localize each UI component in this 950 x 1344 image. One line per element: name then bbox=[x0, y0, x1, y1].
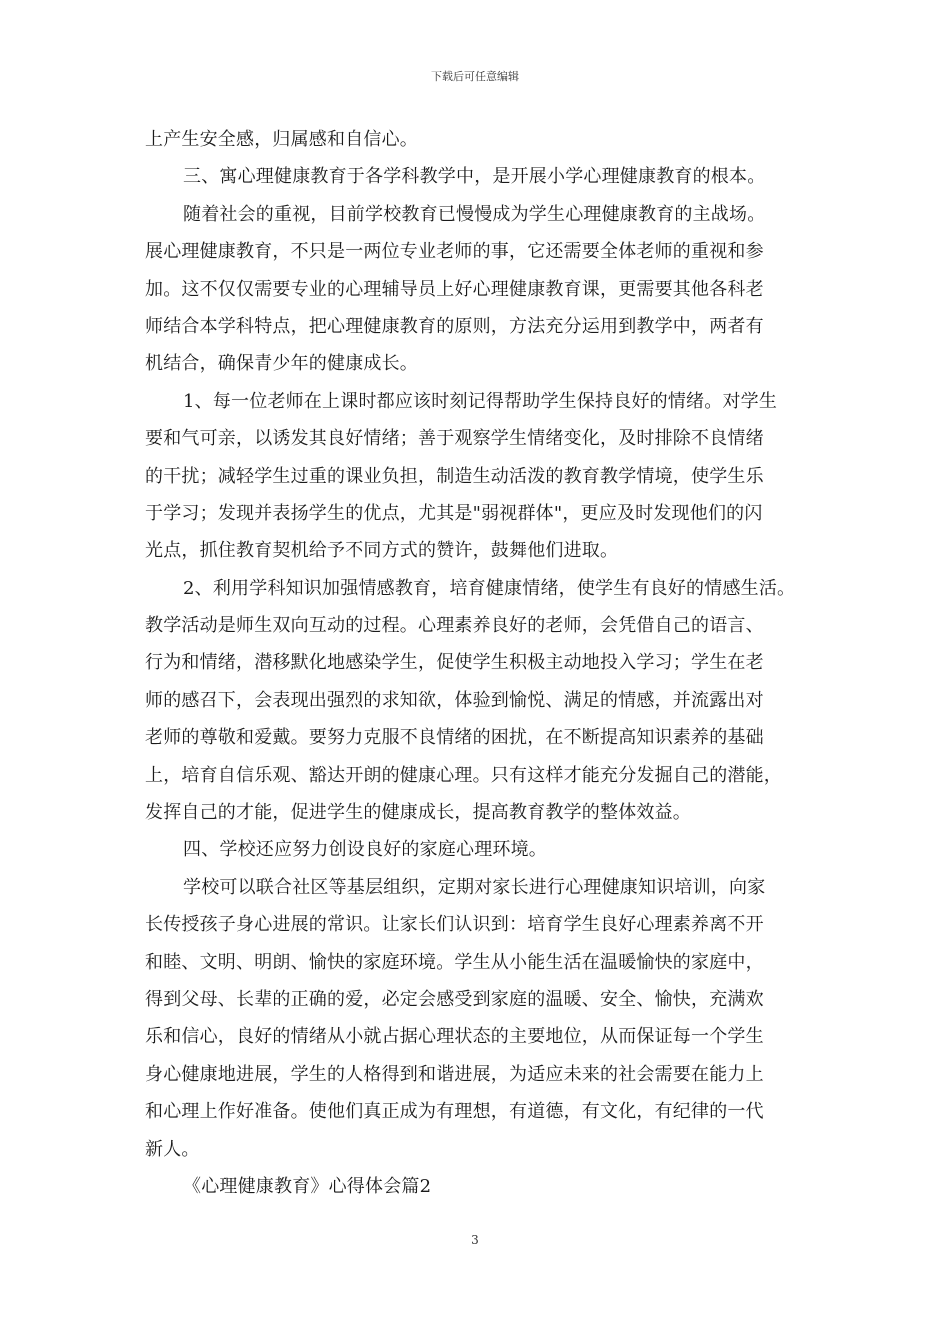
text-line: 师结合本学科特点，把心理健康教育的原则，方法充分运用到教学中，两者有 bbox=[145, 315, 764, 337]
text-line: 师的感召下，会表现出强烈的求知欲，体验到愉悦、满足的情感，并流露出对 bbox=[145, 689, 764, 711]
text-line: 四、学校还应努力创设良好的家庭心理环境。 bbox=[183, 839, 547, 861]
page-number: 3 bbox=[471, 1233, 479, 1247]
text-line: 光点，抓住教育契机给予不同方式的赞许，鼓舞他们进取。 bbox=[145, 540, 619, 562]
text-line: 乐和信心，良好的情绪从小就占据心理状态的主要地位，从而保证每一个学生 bbox=[145, 1026, 764, 1048]
text-line: 上，培育自信乐观、豁达开朗的健康心理。只有这样才能充分发掘自己的潜能， bbox=[145, 764, 782, 786]
text-line: 学校可以联合社区等基层组织，定期对家长进行心理健康知识培训，向家 bbox=[183, 876, 766, 898]
text-line: 长传授孩子身心进展的常识。让家长们认识到：培育学生良好心理素养离不开 bbox=[145, 914, 764, 936]
text-line: 和心理上作好准备。使他们真正成为有理想，有道德，有文化，有纪律的一代 bbox=[145, 1101, 764, 1123]
text-line: 于学习；发现并表扬学生的优点，尤其是"弱视群体"，更应及时发现他们的闪 bbox=[145, 502, 763, 524]
text-line: 教学活动是师生双向互动的过程。心理素养良好的老师，会凭借自己的语言、 bbox=[145, 615, 764, 637]
text-line: 老师的尊敬和爱戴。要努力克服不良情绪的困扰，在不断提高知识素养的基础 bbox=[145, 727, 764, 749]
text-line: 要和气可亲，以诱发其良好情绪；善于观察学生情绪变化，及时排除不良情绪 bbox=[145, 428, 764, 450]
document-body bbox=[145, 121, 810, 1205]
text-line: 得到父母、长辈的正确的爱，必定会感受到家庭的温暖、安全、愉快，充满欢 bbox=[145, 988, 764, 1010]
text-line: 行为和情绪，潜移默化地感染学生，促使学生积极主动地投入学习；学生在老 bbox=[145, 652, 764, 674]
text-line: 展心理健康教育，不只是一两位专业老师的事，它还需要全体老师的重视和参 bbox=[145, 241, 764, 263]
text-line: 加。这不仅仅需要专业的心理辅导员上好心理健康教育课，更需要其他各科老 bbox=[145, 278, 764, 300]
text-line: 和睦、文明、明朗、愉快的家庭环境。学生从小能生活在温暖愉快的家庭中， bbox=[145, 951, 764, 973]
text-line: 2、利用学科知识加强情感教育，培育健康情绪，使学生有良好的情感生活。 bbox=[183, 577, 796, 599]
text-line: 发挥自己的才能，促进学生的健康成长，提高教育教学的整体效益。 bbox=[145, 802, 691, 824]
text-line: 1、每一位老师在上课时都应该时刻记得帮助学生保持良好的情绪。对学生 bbox=[183, 390, 778, 412]
text-line: 三、寓心理健康教育于各学科教学中，是开展小学心理健康教育的根本。 bbox=[183, 166, 766, 188]
text-line: 随着社会的重视，目前学校教育已慢慢成为学生心理健康教育的主战场。 bbox=[183, 203, 766, 225]
text-line: 上产生安全感，归属感和自信心。 bbox=[145, 129, 418, 150]
text-line: 《心理健康教育》心得体会篇2 bbox=[183, 1175, 432, 1197]
page-header: 下载后可任意编辑 bbox=[431, 70, 519, 83]
text-line: 的干扰；减轻学生过重的课业负担，制造生动活泼的教育教学情境，使学生乐 bbox=[145, 465, 764, 487]
text-line: 机结合，确保青少年的健康成长。 bbox=[145, 353, 418, 375]
text-line: 身心健康地进展，学生的人格得到和谐进展，为适应未来的社会需要在能力上 bbox=[145, 1063, 764, 1085]
text-line: 新人。 bbox=[145, 1138, 200, 1160]
